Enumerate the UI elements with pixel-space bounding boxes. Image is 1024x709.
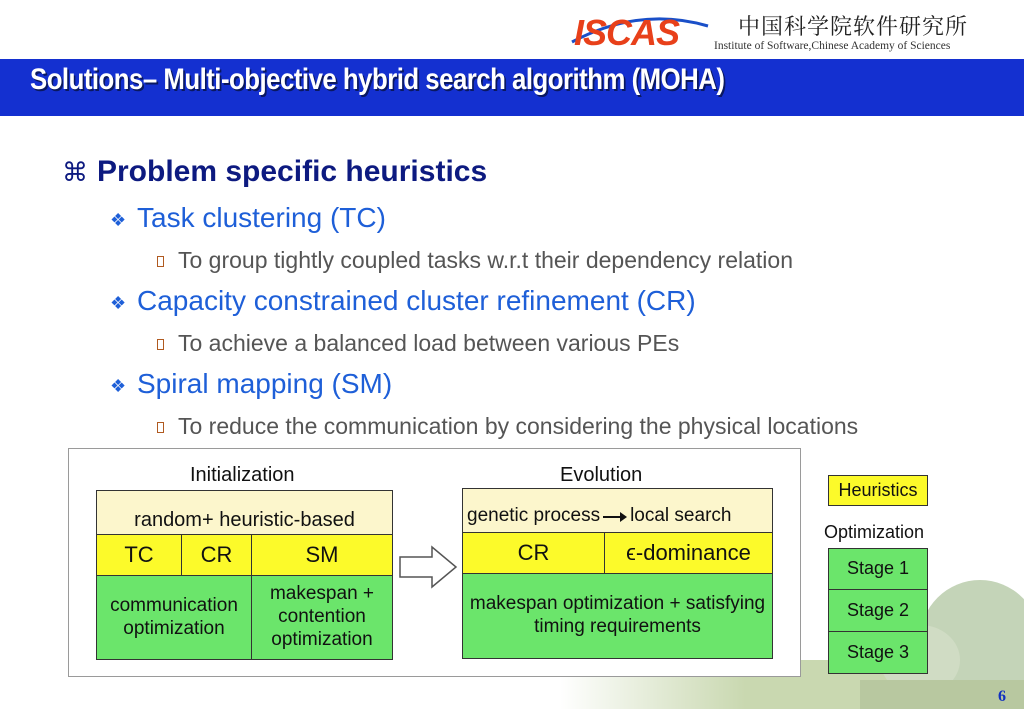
square-bullet-icon: [157, 256, 164, 267]
legend-stage-3: [828, 631, 928, 674]
arrow-right-icon: [602, 510, 628, 524]
bullet-sm: Spiral mapping (SM): [137, 368, 393, 399]
init-tc-label: TC: [124, 541, 154, 567]
evo-makespan-label: makespan optimization + satisfying timing requirements: [469, 593, 766, 637]
initialization-title: Initialization: [190, 464, 295, 486]
bullet-cr: Capacity constrained cluster refinement (CR): [137, 285, 696, 316]
init-communication-label: communication optimization: [110, 594, 238, 639]
square-bullet-icon: [157, 422, 164, 433]
bullet-cr-detail: To achieve a balanced load between various PEs: [178, 330, 680, 356]
init-sm-cell: [251, 534, 393, 576]
chinese-institute-name: 中国科学院软件研究所: [738, 15, 969, 40]
institute-name: Institute of Software,Chinese Academy of Sciences: [714, 40, 951, 52]
evo-local-search-label: local search: [630, 505, 732, 527]
diamond-bullet-icon: ❖: [110, 210, 127, 230]
evo-cr-cell: [462, 532, 605, 574]
evolution-title: Evolution: [560, 464, 643, 486]
legend-stage-1-label: Stage 1: [846, 558, 910, 579]
legend-stage-2: [828, 589, 928, 632]
evo-dominance-label: ϵ-dominance: [626, 539, 751, 565]
legend-stage-1: [828, 548, 928, 590]
legend-optimization: Optimization: [824, 522, 925, 542]
flow-arrow-icon: [398, 545, 458, 589]
diamond-bullet-icon: ❖: [110, 293, 127, 313]
init-cr-label: CR: [200, 541, 233, 567]
command-icon: ⌘: [62, 157, 88, 187]
evo-genetic-label: genetic process: [467, 505, 601, 527]
init-makespan-box: [251, 575, 393, 660]
section-heading: Problem specific heuristics: [97, 155, 488, 188]
init-communication-box: [96, 575, 252, 660]
init-header-label: random+ heuristic-based: [134, 508, 355, 531]
slide-title: Solutions– Multi-objective hybrid search algorithm (MOHA): [30, 63, 725, 96]
legend-heuristics: [828, 475, 928, 506]
init-sm-label: SM: [305, 541, 339, 567]
legend-stage-3-label: Stage 3: [846, 641, 910, 662]
diamond-bullet-icon: ❖: [110, 376, 127, 396]
evo-header-box: [462, 488, 773, 533]
page-number: 6: [998, 688, 1006, 705]
evo-cr-label: CR: [517, 539, 550, 565]
init-cr-cell: [181, 534, 252, 576]
iscas-logo: ISCAS: [574, 12, 680, 53]
evo-makespan-box: [462, 573, 773, 659]
init-tc-cell: [96, 534, 182, 576]
init-makespan-label: makespan + contention optimization: [269, 583, 375, 650]
legend-heuristics-label: Heuristics: [838, 479, 918, 500]
bullet-sm-detail: To reduce the communication by considering the physical locations: [178, 413, 859, 439]
legend-stage-2-label: Stage 2: [846, 599, 910, 620]
evo-dominance-cell: [604, 532, 773, 574]
square-bullet-icon: [157, 339, 164, 350]
bullet-tc: Task clustering (TC): [137, 202, 386, 233]
init-header-box: [96, 490, 393, 535]
bullet-tc-detail: To group tightly coupled tasks w.r.t their dependency relation: [178, 247, 793, 273]
